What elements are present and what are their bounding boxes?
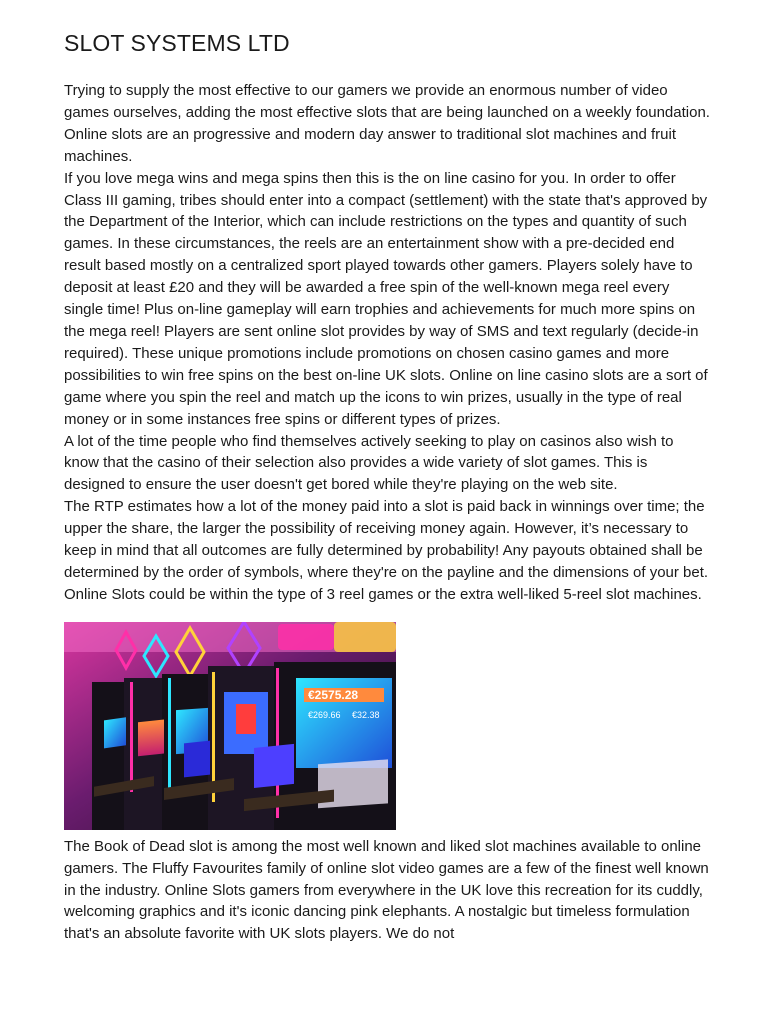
- paragraph-mega-wins: If you love mega wins and mega spins then this is the on line casino for you. In order to offer Class III gaming, tribes should enter into a compact (settlement) with the state that's approved by the Department of the Interior, which can include restrictions on the types and quantity of such games. In these circumstances, the reels are an entertainment show with a pre-decided end result based mostly on a centralized sport played towards other gamers. Players solely have to deposit at least £20 and they will be awarded a free spin of the well-known mega reel every single time! Plus on-line gameplay will earn trophies and achievements for much more spins on the mega reel! Players are sent online slot provides by way of SMS and text regularly (decide-in required). These unique promotions include promotions on chosen casino games and more possibilities to win free spins on the best on-line UK slots. Online on line casino slots are a sort of game where you spin the reel and match up the icons to win prizes, usually in the type of real money or in some instances free spins or different types of prizes.: [64, 169, 708, 428]
- display-amount-tertiary: €32.38: [352, 709, 380, 720]
- document-page: [64, 28, 710, 945]
- display-amount-secondary: €269.66: [308, 709, 341, 720]
- display-amount-main: €2575.28: [308, 687, 359, 702]
- slot-machines-illustration: [64, 622, 396, 830]
- paragraph-book-of-dead: The Book of Dead slot is among the most well known and liked slot machines available to online gamers. The Fluffy Favourites family of online slot video games are a few of the finest well known in the industry. Online Slots gamers from everywhere in the UK love this recreation for its cuddly, welcoming graphics and it's iconic dancing pink elephants. A nostalgic but timeless formulation that's an absolute favorite with UK slots players. We do not: [64, 837, 709, 943]
- paragraph-rtp: The RTP estimates how a lot of the money paid into a slot is paid back in winnings over time; the upper the share, the larger the possibility of receiving money again. However, it’s necessary to keep in mind that all outcomes are fully determined by probability! Any payouts obtained shall be determined by the order of symbols, where they're on the payline and the dimensions of your bet. Online Slots could be within the type of 3 reel games or the extra well-liked 5-reel slot machines.: [64, 498, 709, 603]
- page-title: SLOT SYSTEMS LTD: [64, 30, 290, 56]
- paragraph-intro: Trying to supply the most effective to our gamers we provide an enormous number of video games ourselves, adding the most effective slots that are being launched on a weekly foundation. Online slots are an progressive and modern day answer to traditional slot machines and fruit machines.: [64, 82, 710, 165]
- slot-machines-photo: [64, 622, 396, 830]
- paragraph-casino-selection: A lot of the time people who find themselves actively seeking to play on casinos also wish to know that the casino of their selection also provides a wide variety of slot games. This is designed to ensure the user doesn't get bored while they're playing on the web site.: [64, 432, 674, 494]
